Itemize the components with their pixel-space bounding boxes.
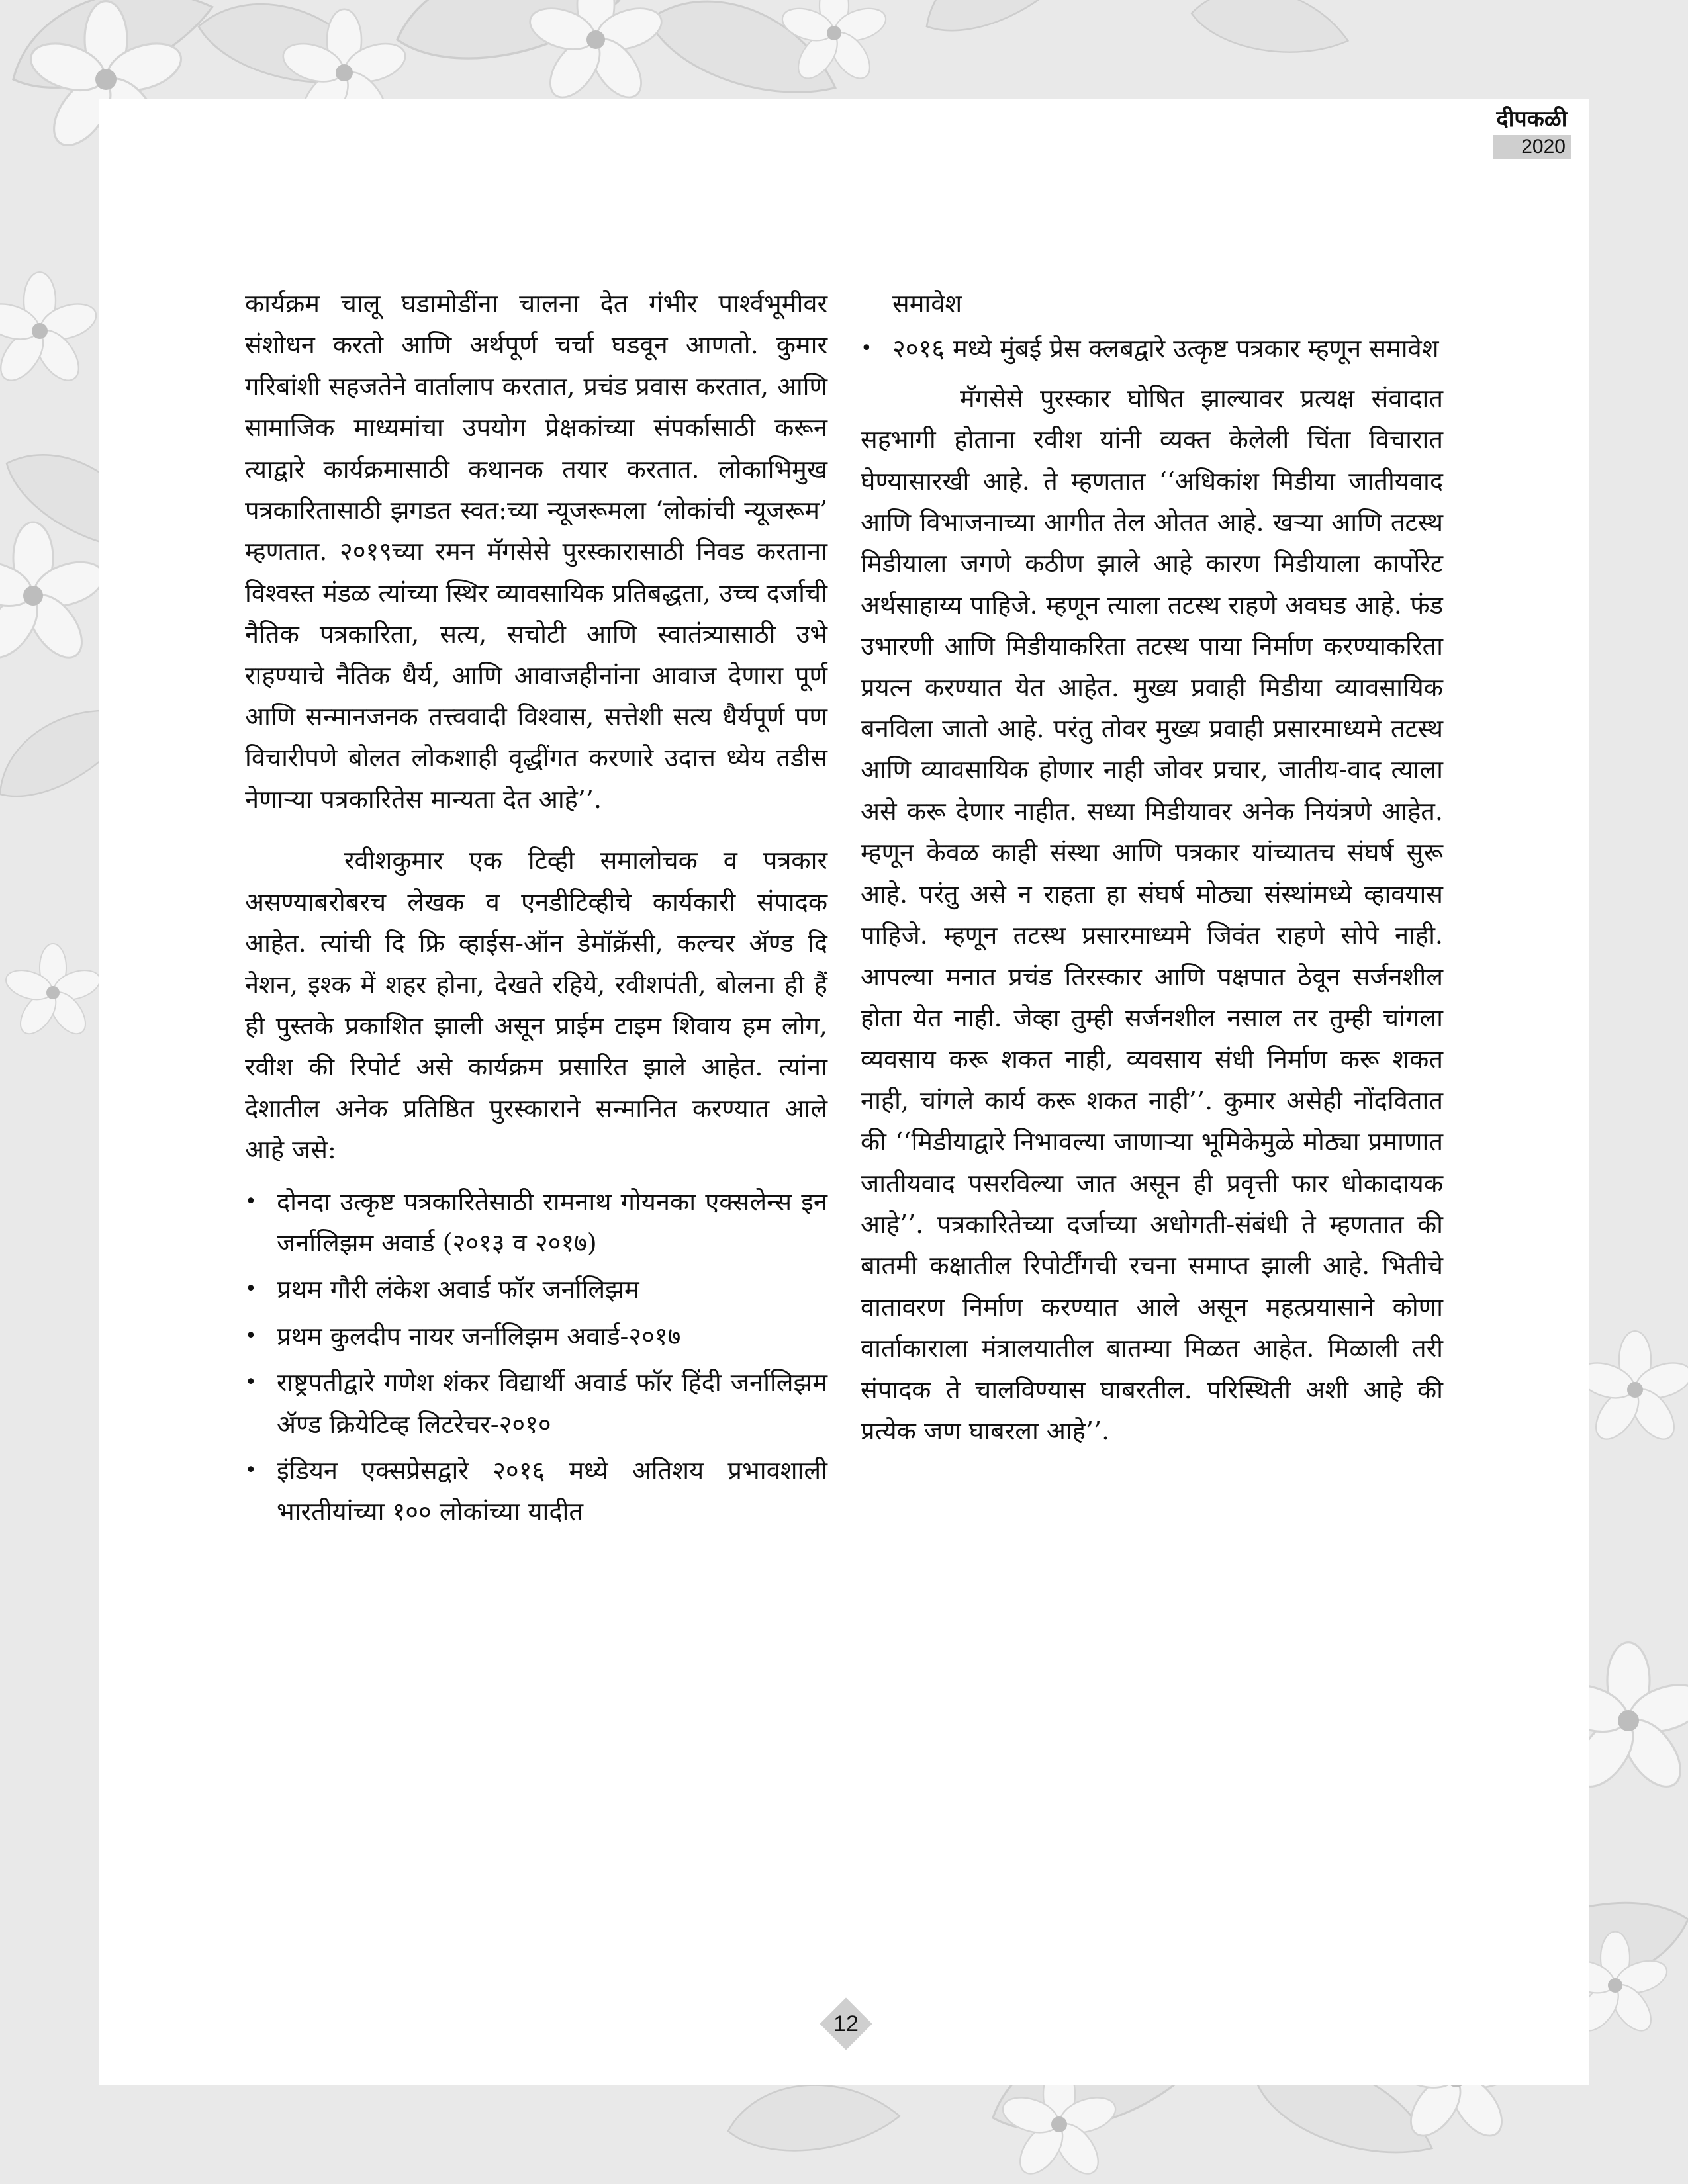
list-item <box>245 1316 827 1357</box>
bullet-dot-icon: • <box>245 1324 257 1347</box>
bullet-dot-icon: • <box>245 1371 257 1394</box>
paragraph: कार्यक्रम चालू घडामोडींना चालना देत गंभीर पार्श्वभूमीवर संशोधन करतो आणि अर्थपूर्ण चर्चा घडवून आणतो. कुमार गरिबांशी सहजतेने वार्तालाप करतात, प्रचंड प्रवास करतात, आणि सामाजिक माध्यमांचा उपयोग प्रेक्षकांच्या संपर्कासाठी करून त्याद्वारे कार्यक्रमासाठी कथानक तयार करतात. लोकाभिमुख पत्रकारितासाठी झगडत स्वत:च्या न्यूजरूमला ‘लोकांची न्यूजरूम’ म्हणतात. २०१९च्या रमन मॅगसेसे पुरस्कारासाठी निवड करताना विश्वस्त मंडळ त्यांच्या स्थिर व्यावसायिक प्रतिबद्धता, उच्च दर्जाची नैतिक पत्रकारिता, सत्य, सचोटी आणि स्वातंत्र्यासाठी उभे राहण्याचे नैतिक धैर्य, आणि आवाजहीनांना आवाज देणारा पूर्ण आणि सन्मानजनक तत्त्ववादी विश्वास, सत्तेशी सत्य धैर्यपूर्ण पण विचारीपणे बोलत लोकशाही वृद्धींगत करणारे उदात्त ध्येय तडीस नेणाऱ्या पत्रकारितेस मान्यता देत आहे’’. <box>245 289 827 814</box>
list-item-text: राष्ट्रपतीद्वारे गणेश शंकर विद्यार्थी अवार्ड फॉर हिंदी जर्नालिझम ॲण्ड क्रियेटिव्ह लिटरेचर-२०१० <box>277 1368 827 1439</box>
page-number-badge <box>818 1996 874 2052</box>
list-item-text: २०१६ मध्ये मुंबई प्रेस क्लबद्वारे उत्कृष्ट पत्रकार म्हणून समावेश <box>892 334 1439 364</box>
paragraph: रवीशकुमार एक टिव्ही समालोचक व पत्रकार असण्याबरोबरच लेखक व एनडीटिव्हीचे कार्यकारी संपादक आहेत. त्यांची दि फ्रि व्हाईस-ऑन डेमॉक्रॅसी, कल्चर ॲण्ड दि नेशन, इश्क में शहर होना, देखते रहिये, रवीशपंती, बोलना ही हैं ही पुस्तके प्रकाशित झाली असून प्राईम टाइम शिवाय हम लोग, रवीश की रिपोर्ट असे कार्यक्रम प्रसारित झाले आहेत. त्यांना देशातील अनेक प्रतिष्ठित पुरस्काराने सन्मानित करण्यात आले आहे जसे: <box>245 846 827 1165</box>
bullet-dot-icon: • <box>245 1189 257 1213</box>
page-number: 12 <box>833 2011 859 2036</box>
bullet-dot-icon: • <box>245 1458 257 1482</box>
list-item <box>245 1362 827 1445</box>
award-list <box>245 1181 827 1533</box>
award-list-continued <box>861 328 1443 369</box>
magazine-year: 2020 <box>1493 135 1571 159</box>
list-item-text: प्रथम कुलदीप नायर जर्नालिझम अवार्ड-२०१७ <box>277 1321 681 1351</box>
magazine-name: दीपकळी <box>1496 106 1568 132</box>
list-item-text: इंडियन एक्सप्रेसद्वारे २०१६ मध्ये अतिशय प्रभावशाली भारतीयांच्या १०० लोकांच्या यादीत <box>277 1455 827 1527</box>
list-item <box>245 1181 827 1264</box>
list-item <box>245 1269 827 1310</box>
bullet-dot-icon: • <box>861 337 872 361</box>
paragraph: मॅगसेसे पुरस्कार घोषित झाल्यावर प्रत्यक्ष संवादात सहभागी होताना रवीश यांनी व्यक्त केलेली चिंता विचारात घेण्यासारखी आहे. ते म्हणतात ‘‘अधिकांश मिडीया जातीयवाद आणि विभाजनाच्या आगीत तेल ओतत आहे. खऱ्या आणि तटस्थ मिडीयाला जगणे कठीण झाले आहे कारण मिडीयाला कार्पोरेट अर्थसाहाय्य पाहिजे. म्हणून त्याला तटस्थ राहणे अवघड आहे. फंड उभारणी आणि मिडीयाकरिता तटस्थ पाया निर्माण करण्याकरिता प्रयत्न करण्यात येत आहेत. मुख्य प्रवाही मिडीया व्यावसायिक बनविला जातो आहे. परंतु तोवर मुख्य प्रवाही प्रसारमाध्यमे तटस्थ आणि व्यावसायिक होणार नाही जोवर प्रचार, जातीय-वाद त्याला असे करू देणार नाहीत. सध्या मिडीयावर अनेक नियंत्रणे आहेत. म्हणून केवळ काही संस्था आणि पत्रकार यांच्यातच संघर्ष सुरू आहे. परंतु असे न राहता हा संघर्ष मोठ्या संस्थांमध्ये व्हावयास पाहिजे. म्हणून तटस्थ प्रसारमाध्यमे जिवंत राहणे सोपे नाही. आपल्या मनात प्रचंड तिरस्कार आणि पक्षपात ठेवून सर्जनशील होता येत नाही. जेव्हा तुम्ही सर्जनशील नसाल तर तुम्ही चांगला व्यवसाय करू शकत नाही, व्यवसाय संधी निर्माण करू शकत नाही, चांगले कार्य करू शकत नाही’’. कुमार असेही नोंदवितात की ‘‘मिडीयाद्वारे निभावल्या जाणाऱ्या भूमिकेमुळे मोठ्या प्रमाणात जातीयवाद पसरविल्या जात असून ही प्रवृत्ती फार धोकादायक आहे’’. पत्रकारितेच्या दर्जाच्या अधोगती-संबंधी ते म्हणतात की बातमी कक्षातील रिपोर्टींगची रचना समाप्त झाली आहे. भितीचे वातावरण निर्माण करण्यात आले असून महत्प्रयासाने कोणा वार्ताकाराला मंत्रालयातील बातम्या मिळत आहेत. मिळाली तरी संपादक ते चालविण्यास घाबरतील. परिस्थिती अशी आहे की प्रत्येक जण घाबरला आहे’’. <box>861 383 1443 1445</box>
list-item <box>861 328 1443 369</box>
list-item-text: प्रथम गौरी लंकेश अवार्ड फॉर जर्नालिझम <box>277 1275 639 1304</box>
left-column <box>245 283 827 1538</box>
bullet-dot-icon: • <box>245 1277 257 1301</box>
right-column <box>861 283 1443 1451</box>
list-item <box>245 1450 827 1533</box>
running-header <box>1493 105 1571 159</box>
list-item-text: दोनदा उत्कृष्ट पत्रकारितेसाठी रामनाथ गोयनका एक्सलेन्स इन जर्नालिझम अवार्ड (२०१३ व २०१७) <box>277 1187 827 1257</box>
continued-text: समावेश <box>892 289 962 318</box>
